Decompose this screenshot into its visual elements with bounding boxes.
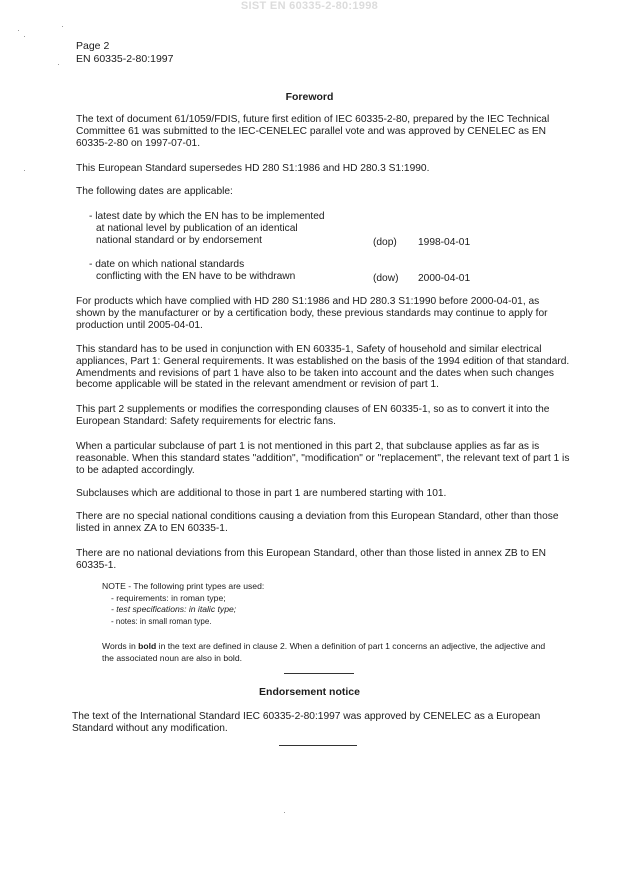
paragraph: This European Standard supersedes HD 280 S1:1986 and HD 280.3 S1:1990.	[76, 163, 430, 174]
note-requirements: - requirements: in roman type;	[111, 592, 226, 603]
paragraph: There are no national deviations from this European Standard, other than those listed in annex ZB to EN 60335-1.	[76, 548, 547, 571]
scan-speck	[24, 170, 25, 171]
paragraph: This part 2 supplements or modifies the corresponding clauses of EN 60335-1, so as to convert it into the European Standard: Safety requirements for electric fans.	[76, 404, 550, 427]
bold-note-pre: Words in	[102, 641, 139, 651]
bold-note-keyword: bold	[138, 641, 157, 651]
foreword-title: Foreword	[285, 91, 334, 103]
end-rule	[279, 745, 357, 746]
date-item-dop-line2: at national level by publication of an identical	[96, 223, 298, 234]
scan-speck	[62, 26, 63, 27]
endorsement-title: Endorsement notice	[259, 686, 360, 698]
standard-id: EN 60335-2-80:1997	[76, 53, 174, 65]
paragraph: The following dates are applicable:	[76, 186, 233, 197]
bold-words-note	[102, 641, 552, 664]
scan-speck	[58, 64, 59, 65]
page-number: Page 2	[76, 40, 110, 52]
date-code-dow: (dow)	[373, 273, 399, 284]
date-item-dop-line3: national standard or by endorsement	[96, 235, 262, 246]
paragraph: Subclauses which are additional to those in part 1 are numbered starting with 101.	[76, 488, 447, 499]
date-item-dop-line1: - latest date by which the EN has to be implemented	[89, 211, 325, 222]
paragraph: When a particular subclause of part 1 is not mentioned in this part 2, that subclause applies as far as is reasonable. When this standard states "addition", "modification" or "replacement", the relevant text of part 1 is to be adapted accordingly.	[76, 441, 570, 476]
note-notes: - notes: in small roman type.	[111, 616, 212, 626]
watermark: SIST EN 60335-2-80:1998	[240, 0, 379, 12]
paragraph: For products which have complied with HD 280 S1:1986 and HD 280.3 S1:1990 before 2000-04-01, as shown by the manufacturer or by a certification body, these previous standards may continue to apply for production until 2005-04-01.	[76, 296, 548, 331]
note-test-specs: - test specifications: in italic type;	[111, 604, 237, 614]
date-item-dow-line1: - date on which national standards	[89, 259, 245, 270]
date-item-dow-line2: conflicting with the EN have to be withdrawn	[96, 271, 296, 282]
endorsement-text: The text of the International Standard IEC 60335-2-80:1997 was approved by CENELEC as a European Standard without any modification.	[72, 711, 541, 734]
bold-note-post: in the text are defined in clause 2. When a definition of part 1 concerns an adjective, the adjective and the associated noun are also in bold.	[102, 641, 546, 663]
note-intro: NOTE - The following print types are used:	[102, 581, 265, 591]
scan-speck	[18, 30, 19, 31]
paragraph: The text of document 61/1059/FDIS, future first edition of IEC 60335-2-80, prepared by the IEC Technical Committee 61 was submitted to the IEC-CENELEC parallel vote and was approved by CENELEC as EN 60335-2-80 on 1997-07-01.	[76, 114, 550, 149]
note-block	[102, 581, 552, 627]
date-code-dop: (dop)	[373, 237, 397, 248]
paragraph: This standard has to be used in conjunction with EN 60335-1, Safety of household and similar electrical appliances, Part 1: General requirements. It was established on the basis of the 1994 edition of that standard. Amendments and revisions of part 1 have also to be taken into account and the dates when such changes become applicable will be stated in the relevant amendment or revision of part 1.	[76, 344, 570, 391]
scan-speck	[24, 36, 25, 37]
paragraph: There are no special national conditions causing a deviation from this European Standard, other than those listed in annex ZA to EN 60335-1.	[76, 511, 559, 534]
date-value-dow: 2000-04-01	[418, 273, 471, 284]
scan-speck	[284, 812, 285, 813]
date-value-dop: 1998-04-01	[418, 237, 471, 248]
separator-rule	[284, 673, 354, 674]
